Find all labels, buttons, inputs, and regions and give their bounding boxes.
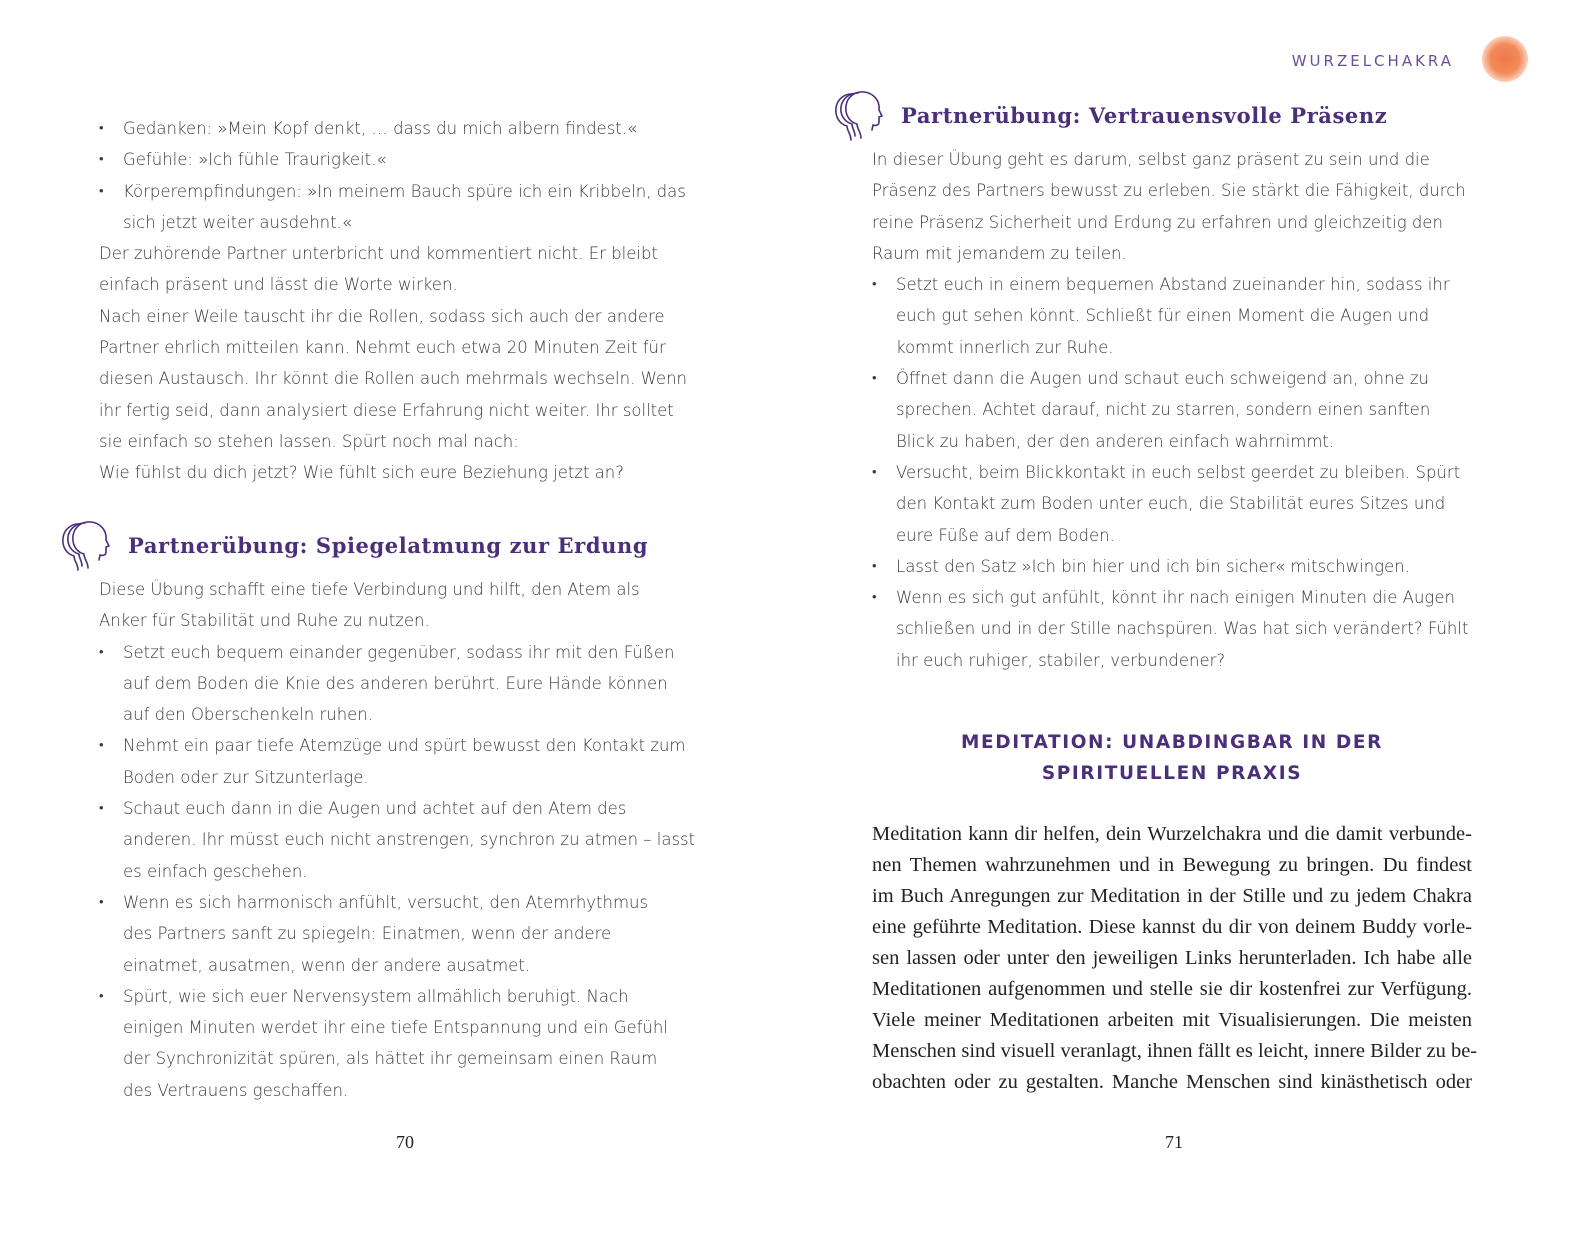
list-item: • Öffnet dann die Augen und schaut euch schweigend an, ohne zu sprechen. Achtet darauf, nicht zu starren, sondern einen sanften Blick zu haben, der den anderen einfach wahrnimmt. — [872, 363, 1472, 457]
paragraph: Der zuhörende Partner unterbricht und kommentiert nicht. Er bleibt einfach präsent und lässt die Worte wirken. — [99, 244, 658, 295]
intro-bullet-list — [99, 113, 699, 238]
exercise-heading — [58, 516, 648, 574]
exercise-intro: Diese Übung schafft eine tiefe Verbindung und hilft, den Atem als Anker für Stabilität und Ruhe zu nutzen. — [99, 580, 640, 631]
section-heading — [872, 727, 1472, 789]
text-line: sen lassen oder unter den jeweiligen Links herunterladen. Ich habe alle — [872, 947, 1472, 969]
text-line: obachten oder zu gestalten. Manche Menschen sind kinästhetisch oder — [872, 1071, 1472, 1093]
exercise-title: Partnerübung: Vertrauensvolle Präsenz — [901, 102, 1388, 128]
running-head: WURZELCHAKRA — [1291, 52, 1454, 70]
text-line: Meditationen aufgenommen und stelle sie dir kostenfrei zur Verfügung. — [872, 978, 1472, 1000]
exercise-intro: In dieser Übung geht es darum, selbst ganz präsent zu sein und die Präsenz des Partners bewusst zu erleben. Sie stärkt die Fähigkeit, durch reine Präsenz Sicherheit und Erdung zu erfahren und gleichzeitig den Raum mit jemandem zu teilen. — [872, 150, 1466, 263]
list-item: • Nehmt ein paar tiefe Atemzüge und spürt bewusst den Kontakt zum Boden oder zur Sitzunterlage. — [99, 730, 699, 793]
list-item: • Körperempfindungen: »In meinem Bauch spüre ich ein Kribbeln, das sich jetzt weiter ausdehnt.« — [99, 176, 699, 239]
two-heads-icon — [58, 516, 116, 574]
list-item: • Setzt euch in einem bequemen Abstand zueinander hin, sodass ihr euch gut sehen könnt. Schließt für einen Moment die Augen und kommt innerlich zur Ruhe. — [872, 269, 1472, 363]
exercise-body — [872, 144, 1472, 676]
text-line: im Buch Anregungen zur Meditation in der Stille und zu jedem Chakra — [872, 885, 1472, 907]
section-heading-line: MEDITATION: UNABDINGBAR IN DER — [961, 732, 1383, 753]
text-line: Menschen sind visuell veranlagt, ihnen fällt es leicht, innere Bilder zu be- — [872, 1040, 1478, 1062]
list-item: • Setzt euch bequem einander gegenüber, sodass ihr mit den Füßen auf dem Boden die Knie des anderen berührt. Eure Hände können auf den Oberschenkeln ruhen. — [99, 637, 699, 731]
list-item: • Schaut euch dann in die Augen und achtet auf den Atem des anderen. Ihr müsst euch nicht anstrengen, synchron zu atmen – lasst es einfach geschehen. — [99, 793, 699, 887]
exercise-heading — [831, 86, 1387, 144]
section-heading-line: SPIRITUELLEN PRAXIS — [1041, 763, 1303, 784]
exercise-title: Partnerübung: Spiegelatmung zur Erdung — [128, 532, 649, 558]
list-item: • Versucht, beim Blickkontakt in euch selbst geerdet zu bleiben. Spürt den Kontakt zum Boden unter euch, die Stabilität eures Sitzes und eure Füße auf dem Boden. — [872, 457, 1472, 551]
chakra-dot-icon — [1482, 36, 1528, 82]
exercise-bullet-list — [99, 637, 699, 1106]
paragraph: Wie fühlst du dich jetzt? Wie fühlt sich eure Beziehung jetzt an? — [99, 463, 625, 483]
exercise-body — [99, 574, 699, 1106]
page-number: 70 — [396, 1132, 414, 1152]
list-item: • Spürt, wie sich euer Nervensystem allmählich beruhigt. Nach einigen Minuten werdet ihr eine tiefe Entspannung und ein Gefühl der Synchronizität spüren, als hättet ihr gemeinsam einen Raum des Vertrauens geschaffen. — [99, 981, 699, 1106]
paragraph: Nach einer Weile tauscht ihr die Rollen, sodass sich auch der andere Partner ehrlich mitteilen kann. Nehmt euch etwa 20 Minuten Zeit für diesen Austausch. Ihr könnt die Rollen auch mehrmals wechseln. Wenn ihr fertig seid, dann analysiert diese Erfahrung nicht weiter. Ihr solltet sie einfach so stehen lassen. Spürt noch mal nach: — [99, 306, 687, 451]
text-line: Meditation kann dir helfen, dein Wurzelchakra und die damit verbunde- — [872, 823, 1472, 845]
two-heads-icon — [831, 86, 889, 144]
list-item: • Gedanken: »Mein Kopf denkt, … dass du mich albern findest.« — [99, 113, 699, 144]
list-item: • Wenn es sich gut anfühlt, könnt ihr nach einigen Minuten die Augen schließen und in der Stille nachspüren. Was hat sich verändert? Fühlt ihr euch ruhiger, stabiler, verbundener? — [872, 582, 1472, 676]
intro-text-block — [99, 113, 699, 489]
list-item: • Lasst den Satz »Ich bin hier und ich bin sicher« mitschwingen. — [872, 551, 1472, 582]
text-line: Viele meiner Meditationen arbeiten mit Visualisierungen. Die meisten — [872, 1009, 1472, 1031]
exercise-bullet-list — [872, 269, 1472, 676]
page-number: 71 — [1165, 1132, 1183, 1152]
body-text — [872, 819, 1478, 1098]
text-line: nen Themen wahrzunehmen und in Bewegung zu bringen. Du findest — [872, 854, 1472, 876]
right-page — [797, 0, 1594, 1240]
text-line: eine geführte Meditation. Diese kannst du dir von deinem Buddy vorle- — [872, 916, 1472, 938]
list-item: • Wenn es sich harmonisch anfühlt, versucht, den Atemrhythmus des Partners sanft zu spiegeln: Einatmen, wenn der andere einatmet, ausatmen, wenn der andere ausatmet. — [99, 887, 699, 981]
list-item: • Gefühle: »Ich fühle Traurigkeit.« — [99, 144, 699, 175]
